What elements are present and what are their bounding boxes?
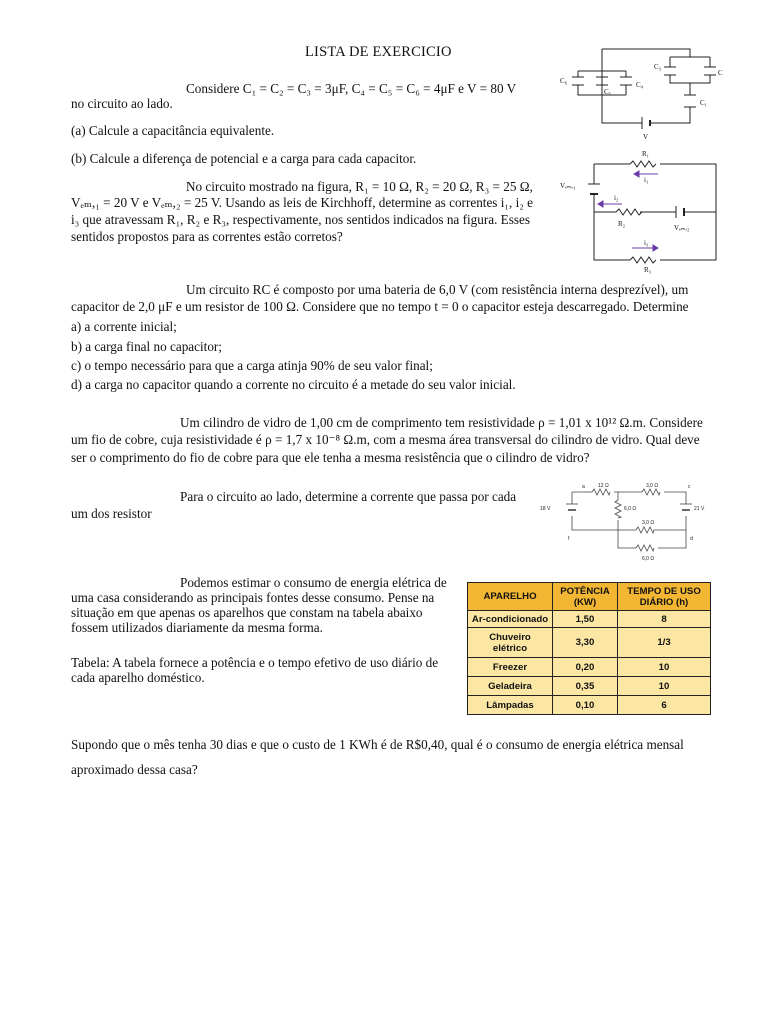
q1-intro-line1: Considere C₁ = C₂ = C₃ = 3μF, C₄ = C₅ = C₆ = 4μF e V = 80 V bbox=[186, 81, 517, 96]
q4-line1: Um cilindro de vidro de 1,00 cm de comprimento tem resistividade ρ = 1,01 x 10¹² Ω.m. Considere bbox=[180, 415, 703, 430]
label-c2: C bbox=[718, 69, 723, 77]
label-r6b: 6,0 Ω bbox=[642, 556, 655, 562]
cell-tempo: 8 bbox=[618, 611, 711, 628]
label-18v: 18 V bbox=[540, 506, 551, 512]
q6-line1: Podemos estimar o consumo de energia elétrica de bbox=[180, 575, 447, 590]
label-c6: C₆ bbox=[560, 77, 568, 85]
header-tempo: TEMPO DE USO DIÁRIO (h) bbox=[618, 583, 711, 611]
label-node-f: f bbox=[568, 536, 570, 542]
label-r3a: 3,0 Ω bbox=[646, 483, 659, 489]
label-node-c: c bbox=[688, 484, 691, 490]
label-vfem1: Vₑₘ,₁ bbox=[560, 182, 576, 190]
q2-line1: No circuito mostrado na figura, R₁ = 10 Ω, R₂ = 20 Ω, R₃ = 25 Ω, bbox=[186, 179, 533, 194]
q1-intro-line2: no circuito ao lado. bbox=[71, 96, 173, 111]
cell-potencia: 0,35 bbox=[553, 677, 618, 696]
q6-final-line1: Supondo que o mês tenha 30 dias e que o custo de 1 KWh é de R$0,40, qual é o consumo de energia elétrica mensal bbox=[71, 737, 684, 752]
q6-line2: uma casa considerando as principais fontes desse consumo. Pense na bbox=[71, 590, 435, 605]
label-r12: 12 Ω bbox=[598, 483, 609, 489]
q5-line1: Para o circuito ao lado, determine a corrente que passa por cada bbox=[180, 489, 517, 504]
cell-potencia: 0,20 bbox=[553, 658, 618, 677]
cell-aparelho: Geladeira bbox=[468, 677, 553, 696]
cell-aparelho: Ar-condicionado bbox=[468, 611, 553, 628]
q3-line2: capacitor de 2,0 μF e um resistor de 100 Ω. Considere que no tempo t = 0 o capacitor esteja descarregado. Determine bbox=[71, 299, 689, 314]
cell-potencia: 1,50 bbox=[553, 611, 618, 628]
q4-line3: ser o comprimento do fio de cobre para que ele tenha a mesma resistência que o cilindro de vidro? bbox=[71, 450, 590, 465]
kirchhoff-circuit-figure bbox=[558, 148, 720, 274]
table-caption-line1: Tabela: A tabela fornece a potência e o tempo efetivo de uso diário de bbox=[71, 655, 439, 670]
resistor-network-figure bbox=[538, 478, 718, 564]
cell-tempo: 10 bbox=[618, 677, 711, 696]
q3-part-c: c) o tempo necessário para que a carga atinja 90% de seu valor final; bbox=[71, 358, 433, 373]
cell-tempo: 6 bbox=[618, 696, 711, 715]
label-i1: i₁ bbox=[644, 176, 649, 184]
label-r3b: 3,0 Ω bbox=[642, 520, 655, 526]
cell-tempo: 10 bbox=[618, 658, 711, 677]
table-row bbox=[468, 658, 711, 677]
label-node-a: a bbox=[582, 484, 585, 490]
q3-part-a: a) a corrente inicial; bbox=[71, 319, 177, 334]
q6-final-line2: aproximado dessa casa? bbox=[71, 762, 198, 777]
capacitor-circuit-figure bbox=[558, 45, 730, 145]
cell-aparelho: Freezer bbox=[468, 658, 553, 677]
label-r6a: 6,0 Ω bbox=[624, 506, 637, 512]
label-i2: i₂ bbox=[614, 194, 619, 202]
cell-potencia: 3,30 bbox=[553, 628, 618, 658]
q3-part-d: d) a carga no capacitor quando a corrente no circuito é a metade do seu valor inicial. bbox=[71, 377, 516, 392]
table-row bbox=[468, 677, 711, 696]
q6-line4: fossem utilizados diariamente da mesma forma. bbox=[71, 620, 323, 635]
label-node-d: d bbox=[690, 536, 693, 542]
page-title: LISTA DE EXERCICIO bbox=[305, 44, 452, 60]
q4-line2: um fio de cobre, cuja resistividade é ρ = 1,7 x 10⁻⁸ Ω.m, com a mesma área transversal do cilindro de vidro. Qual deve bbox=[71, 432, 700, 447]
energy-table bbox=[467, 582, 711, 715]
q3-part-b: b) a carga final no capacitor; bbox=[71, 339, 222, 354]
table-row bbox=[468, 696, 711, 715]
header-potencia: POTÊNCIA (KW) bbox=[553, 583, 618, 611]
label-r1: R₁ bbox=[642, 150, 650, 158]
q2-line2: Vₑₘ,₁ = 20 V e Vₑₘ,₂ = 25 V. Usando as leis de Kirchhoff, determine as correntes i₁, i₂ e bbox=[71, 195, 534, 210]
q1-part-b: (b) Calcule a diferença de potencial e a carga para cada capacitor. bbox=[71, 151, 417, 166]
q6-line3: situação em que apenas os aparelhos que constam na tabela abaixo bbox=[71, 605, 423, 620]
label-vfem2: Vₑₘ,₂ bbox=[674, 224, 690, 232]
label-c4: C₄ bbox=[636, 81, 644, 89]
cell-aparelho: Chuveiro elétrico bbox=[468, 628, 553, 658]
label-v: V bbox=[643, 133, 649, 141]
q2-line3: i₃ que atravessam R₁, R₂ e R₃, respectivamente, nos sentidos indicados na figura. Esses bbox=[71, 212, 530, 227]
cell-aparelho: Lâmpadas bbox=[468, 696, 553, 715]
table-caption-line2: cada aparelho doméstico. bbox=[71, 670, 205, 685]
table-row bbox=[468, 611, 711, 628]
cell-potencia: 0,10 bbox=[553, 696, 618, 715]
q2-line4: sentidos propostos para as correntes estão corretos? bbox=[71, 229, 343, 244]
label-r2: R₂ bbox=[618, 220, 626, 228]
q5-line2: um dos resistor bbox=[71, 506, 152, 521]
header-aparelho: APARELHO bbox=[468, 583, 553, 611]
label-21v: 21 V bbox=[694, 506, 705, 512]
label-c1: C₁ bbox=[700, 99, 708, 107]
cell-tempo: 1/3 bbox=[618, 628, 711, 658]
label-i3: i₃ bbox=[644, 239, 649, 247]
label-c3: C₃ bbox=[654, 63, 662, 71]
label-r3: R₃ bbox=[644, 266, 652, 274]
q1-part-a: (a) Calcule a capacitância equivalente. bbox=[71, 123, 275, 138]
q3-line1: Um circuito RC é composto por uma bateria de 6,0 V (com resistência interna desprezível), um bbox=[186, 282, 689, 297]
label-c5: C₅ bbox=[604, 88, 612, 96]
table-row bbox=[468, 628, 711, 658]
